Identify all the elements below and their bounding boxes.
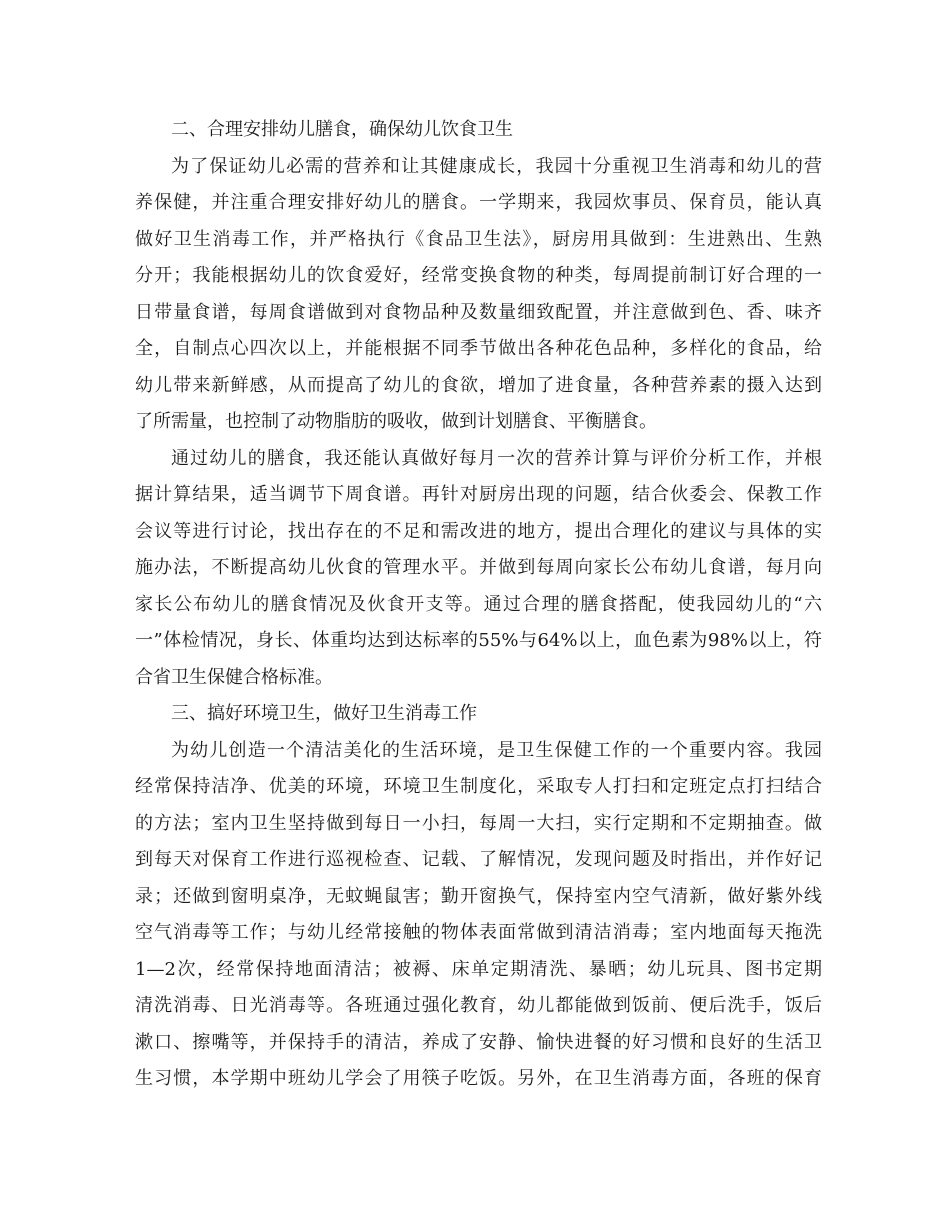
text-line: 幼儿带来新鲜感，从而提高了幼儿的食欲，增加了进食量，各种营养素的摄入达到: [135, 374, 822, 396]
text-line: 的方法；室内卫生坚持做到每日一小扫，每周一大扫，实行定期和不定期抽查。做: [135, 812, 822, 834]
text-line: 通过幼儿的膳食，我还能认真做好每月一次的营养计算与评价分析工作，并根: [171, 447, 822, 469]
text-line: 做好卫生消毒工作，并严格执行《食品卫生法》，厨房用具做到：生进熟出、生熟: [135, 228, 822, 250]
text-line: 为了保证幼儿必需的营养和让其健康成长，我园十分重视卫生消毒和幼儿的营: [171, 155, 822, 177]
text-line: 分开；我能根据幼儿的饮食爱好，经常变换食物的种类，每周提前制订好合理的一: [135, 265, 822, 286]
text-line: 漱口、擦嘴等，并保持手的清洁，养成了安静、愉快进餐的好习惯和良好的生活卫: [135, 1031, 822, 1053]
text-line: 会议等进行讨论，找出存在的不足和需改进的地方，提出合理化的建议与具体的实: [135, 520, 822, 542]
text-line: 清洗消毒、日光消毒等。各班通过强化教育，幼儿都能做到饭前、便后洗手，饭后: [135, 995, 822, 1016]
document-body: [135, 112, 822, 1098]
text-line: 三、搞好环境卫生，做好卫生消毒工作: [171, 703, 477, 724]
text-line: 全，自制点心四次以上，并能根据不同季节做出各种花色品种，多样化的食品，给: [135, 338, 822, 359]
text-line: 养保健，并注重合理安排好幼儿的膳食。一学期来，我园炊事员、保育员，能认真: [135, 192, 822, 213]
text-line: 施办法，不断提高幼儿伙食的管理水平。并做到每周向家长公布幼儿食谱，每月向: [135, 557, 822, 578]
text-line: 1—2次，经常保持地面清洁；被褥、床单定期清洗、暴晒；幼儿玩具、图书定期: [135, 958, 822, 980]
text-line: 到每天对保育工作进行巡视检查、记载、了解情况，发现问题及时指出，并作好记: [135, 849, 822, 870]
text-line: 二、合理安排幼儿膳食，确保幼儿饮食卫生: [171, 119, 513, 140]
text-line: 生习惯，本学期中班幼儿学会了用筷子吃饭。另外，在卫生消毒方面，各班的保育: [135, 1068, 822, 1089]
text-line: 为幼儿创造一个清洁美化的生活环境，是卫生保健工作的一个重要内容。我园: [171, 739, 822, 761]
text-line: 家长公布幼儿的膳食情况及伙食开支等。通过合理的膳食搭配，使我园幼儿的“六: [135, 593, 822, 615]
text-line: 空气消毒等工作；与幼儿经常接触的物体表面常做到清洁消毒；室内地面每天拖洗: [135, 922, 822, 943]
text-line: 一”体检情况，身长、体重均达到达标率的55%与64%以上，血色素为98%以上，符: [135, 630, 822, 651]
text-line: 了所需量，也控制了动物脂肪的吸收，做到计划膳食、平衡膳食。: [135, 411, 657, 432]
text-line: 经常保持洁净、优美的环境，环境卫生制度化，采取专人打扫和定班定点打扫结合: [135, 776, 822, 797]
text-line: 据计算结果，适当调节下周食谱。再针对厨房出现的问题，结合伙委会、保教工作: [135, 484, 822, 505]
text-line: 录；还做到窗明桌净，无蚊蝇鼠害；勤开窗换气，保持室内空气清新，做好紫外线: [135, 885, 822, 907]
text-line: 合省卫生保健合格标准。: [135, 666, 333, 688]
text-line: 日带量食谱，每周食谱做到对食物品种及数量细致配置，并注意做到色、香、味齐: [135, 301, 822, 323]
